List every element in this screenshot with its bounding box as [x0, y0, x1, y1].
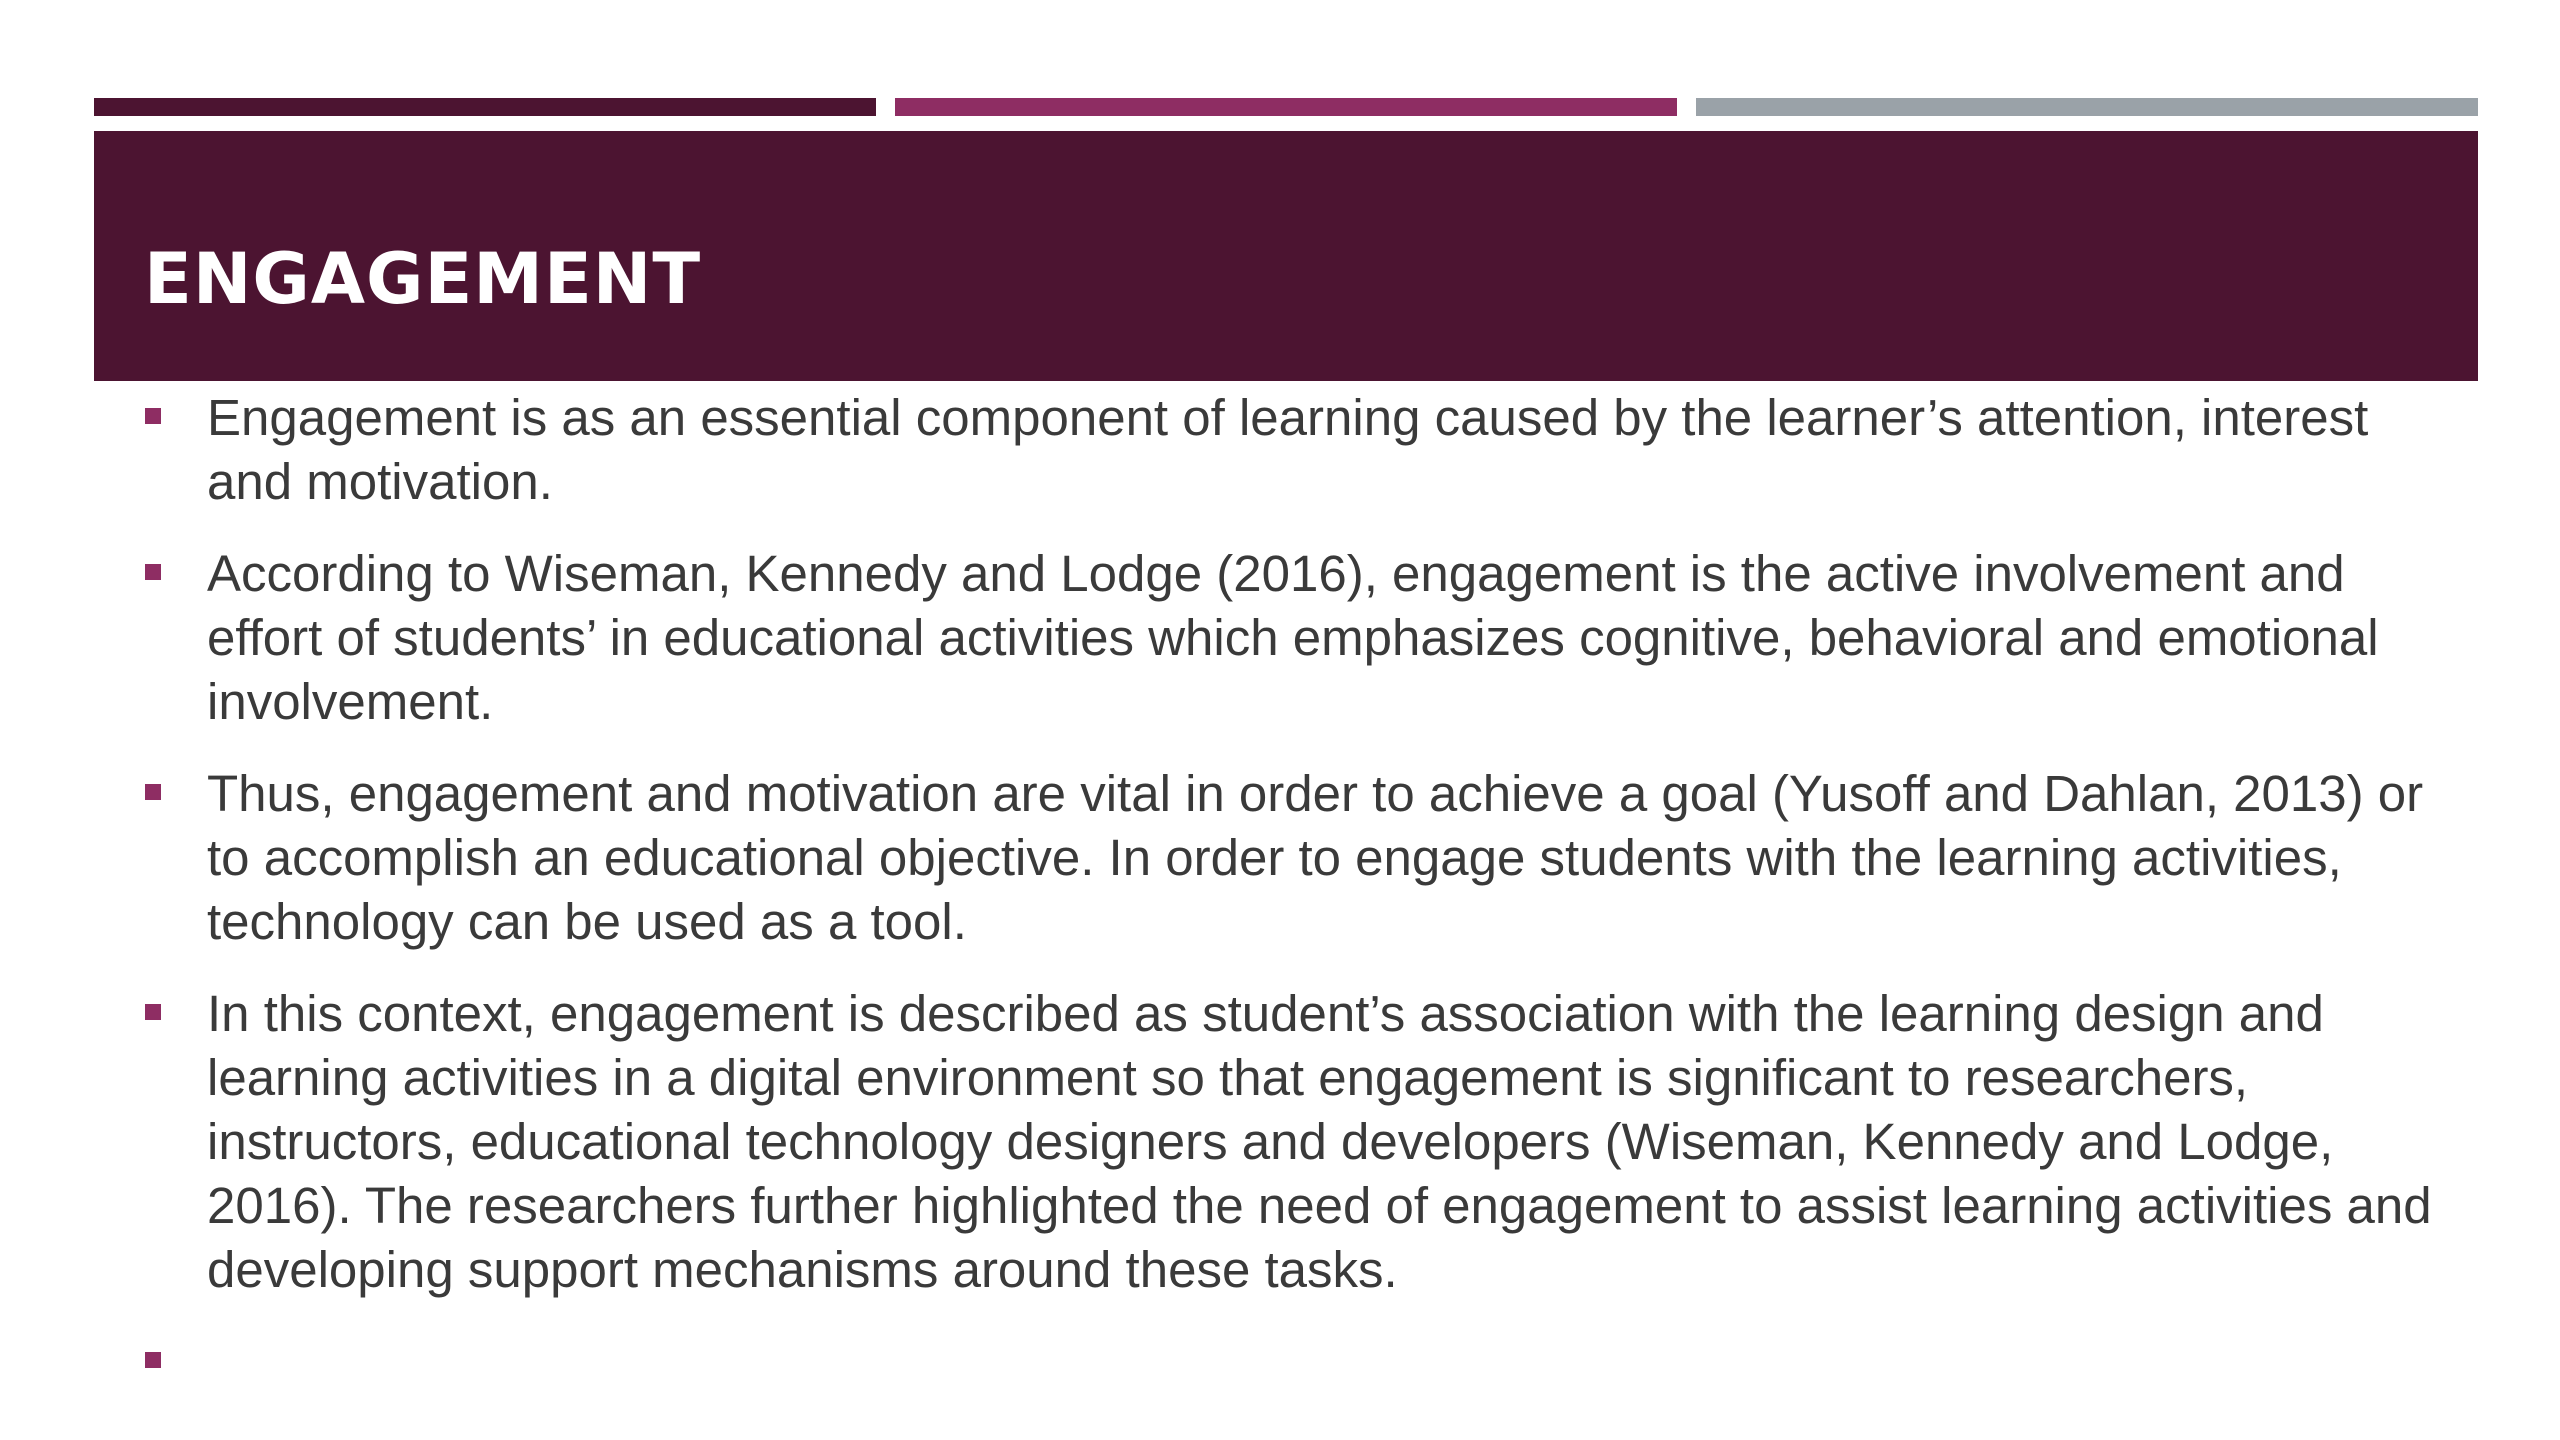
bullet-item — [143, 386, 2443, 514]
bullet-text: According to Wiseman, Kennedy and Lodge (2016), engagement is the active involvement and effort of students’ in educational activities which emphasizes cognitive, behavioral and emotional involvement. — [207, 545, 2379, 730]
decorative-top-bars — [94, 98, 2478, 116]
square-bullet-icon — [145, 564, 161, 580]
bullet-text: Thus, engagement and motivation are vital in order to achieve a goal (Yusoff and Dahlan, 2013) or to accomplish an educational objective. In order to engage students with the learning activities, technology can be used as a tool. — [207, 765, 2424, 950]
bullet-text: Engagement is as an essential component of learning caused by the learner’s attention, interest and motivation. — [207, 389, 2369, 510]
square-bullet-icon — [145, 1004, 161, 1020]
bullet-item-empty — [143, 1330, 2443, 1394]
square-bullet-icon — [145, 784, 161, 800]
title-band — [94, 131, 2478, 381]
bullet-item — [143, 762, 2443, 954]
bullet-item — [143, 982, 2443, 1302]
bullet-list — [143, 386, 2443, 1394]
top-bar-dark — [94, 98, 876, 116]
slide-content — [143, 386, 2443, 1422]
bullet-text: In this context, engagement is described as student’s association with the learning design and learning activities in a digital environment so that engagement is significant to researchers, instructors, educational technology designers and developers (Wiseman, Kennedy and Lodge, 2016). The researchers further highlighted the need of engagement to assist learning activities and developing support mechanisms around these tasks. — [207, 985, 2432, 1298]
square-bullet-icon — [145, 1352, 161, 1368]
top-bar-gray — [1696, 98, 2478, 116]
top-bar-accent — [895, 98, 1677, 116]
bullet-item — [143, 542, 2443, 734]
square-bullet-icon — [145, 408, 161, 424]
slide-title: ENGAGEMENT — [144, 238, 702, 320]
